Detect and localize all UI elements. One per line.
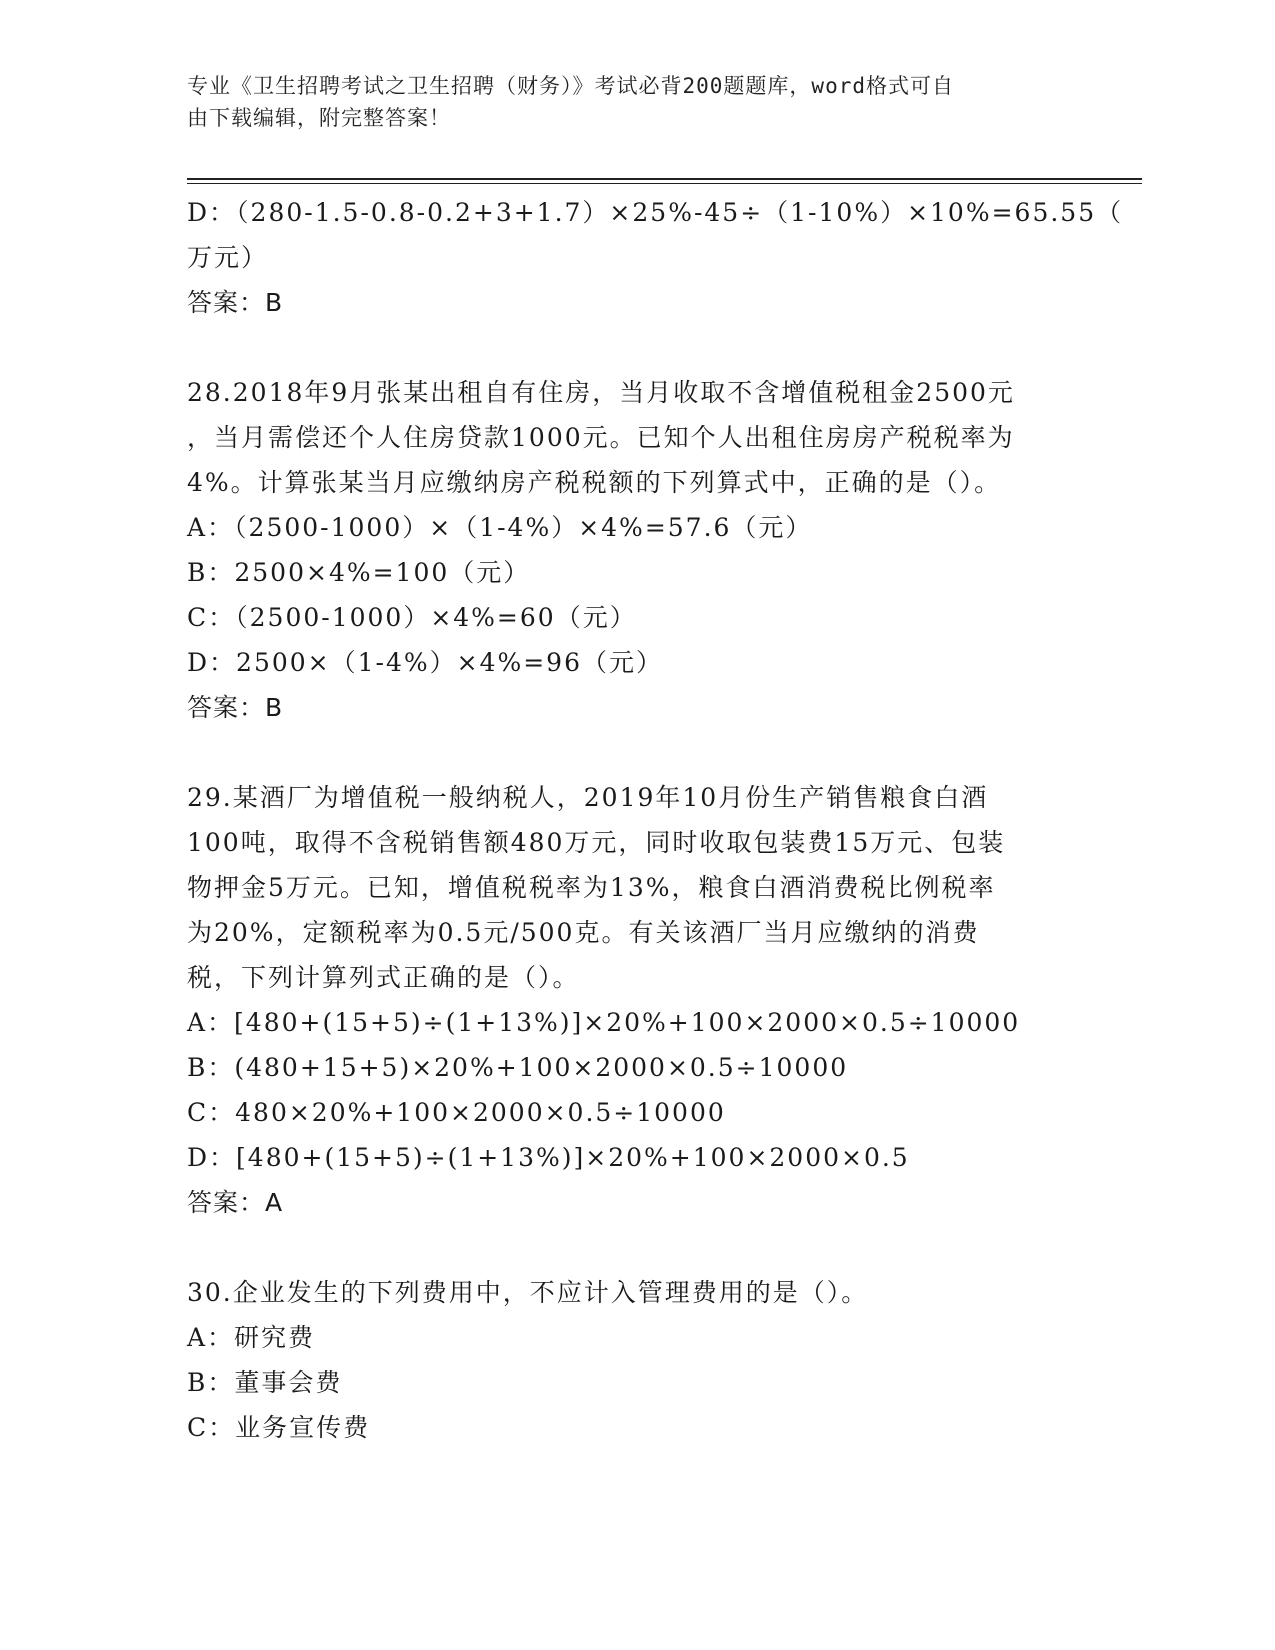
option-d: D：2500×（1-4%）×4%=96（元） — [187, 648, 663, 677]
question-30 — [187, 1270, 1067, 1450]
header-divider-thick — [187, 178, 1142, 180]
question-stem-line: 100吨，取得不含税销售额480万元，同时收取包装费15万元、包装 — [187, 828, 1006, 857]
option-d: D：[480+(15+5)÷(1+13%)]×20%+100×2000×0.5 — [187, 1143, 910, 1172]
question-stem-line: 4%。计算张某当月应缴纳房产税税额的下列算式中，正确的是（）。 — [187, 468, 1002, 497]
spacer — [187, 325, 1067, 370]
question-stem-line: 29.某酒厂为增值税一般纳税人，2019年10月份生产销售粮食白酒 — [187, 783, 989, 812]
question-stem-line: ，当月需偿还个人住房贷款1000元。已知个人出租住房房产税税率为 — [187, 423, 1015, 452]
question-stem-line: 为20%，定额税率为0.5元/500克。有关该酒厂当月应缴纳的消费 — [187, 918, 980, 947]
option-c: C：480×20%+100×2000×0.5÷10000 — [187, 1098, 726, 1127]
answer-label: 答案：B — [187, 288, 284, 317]
header-divider-thin — [187, 183, 1142, 184]
answer-label: 答案：A — [187, 1188, 284, 1217]
question-27-continuation — [187, 190, 1124, 325]
option-a: A：研究费 — [187, 1323, 316, 1352]
option-a: A：（2500-1000）×（1-4%）×4%=57.6（元） — [187, 513, 813, 542]
option-c: C：业务宣传费 — [187, 1413, 371, 1442]
question-29 — [187, 775, 1067, 1225]
spacer — [187, 730, 1067, 775]
question-stem-line: 税，下列计算列式正确的是（）。 — [187, 963, 580, 992]
option-a: A：[480+(15+5)÷(1+13%)]×20%+100×2000×0.5÷10000 — [187, 1008, 1021, 1037]
option-d-line-2: 万元） — [187, 243, 269, 272]
option-b: B：(480+15+5)×20%+100×2000×0.5÷10000 — [187, 1053, 849, 1082]
document-body — [187, 190, 1124, 1450]
option-d-line-1: D：（280-1.5-0.8-0.2+3+1.7）×25%-45÷（1-10%）×10%=65.55（ — [187, 198, 1124, 227]
question-stem-line: 28.2018年9月张某出租自有住房，当月收取不含增值税租金2500元 — [187, 378, 1015, 407]
option-c: C：（2500-1000）×4%=60（元） — [187, 603, 637, 632]
question-stem-line: 30.企业发生的下列费用中，不应计入管理费用的是（）。 — [187, 1278, 869, 1307]
option-b: B：2500×4%=100（元） — [187, 558, 531, 587]
question-28 — [187, 370, 1067, 730]
answer-label: 答案：B — [187, 693, 284, 722]
option-b: B：董事会费 — [187, 1368, 343, 1397]
document-header — [187, 70, 1087, 134]
header-line-2: 由下载编辑，附完整答案！ — [187, 106, 451, 130]
question-stem-line: 物押金5万元。已知，增值税税率为13%，粮食白酒消费税比例税率 — [187, 873, 996, 902]
header-line-1: 专业《卫生招聘考试之卫生招聘（财务）》考试必背200题题库，word格式可自 — [187, 74, 954, 98]
spacer — [187, 1225, 1067, 1270]
